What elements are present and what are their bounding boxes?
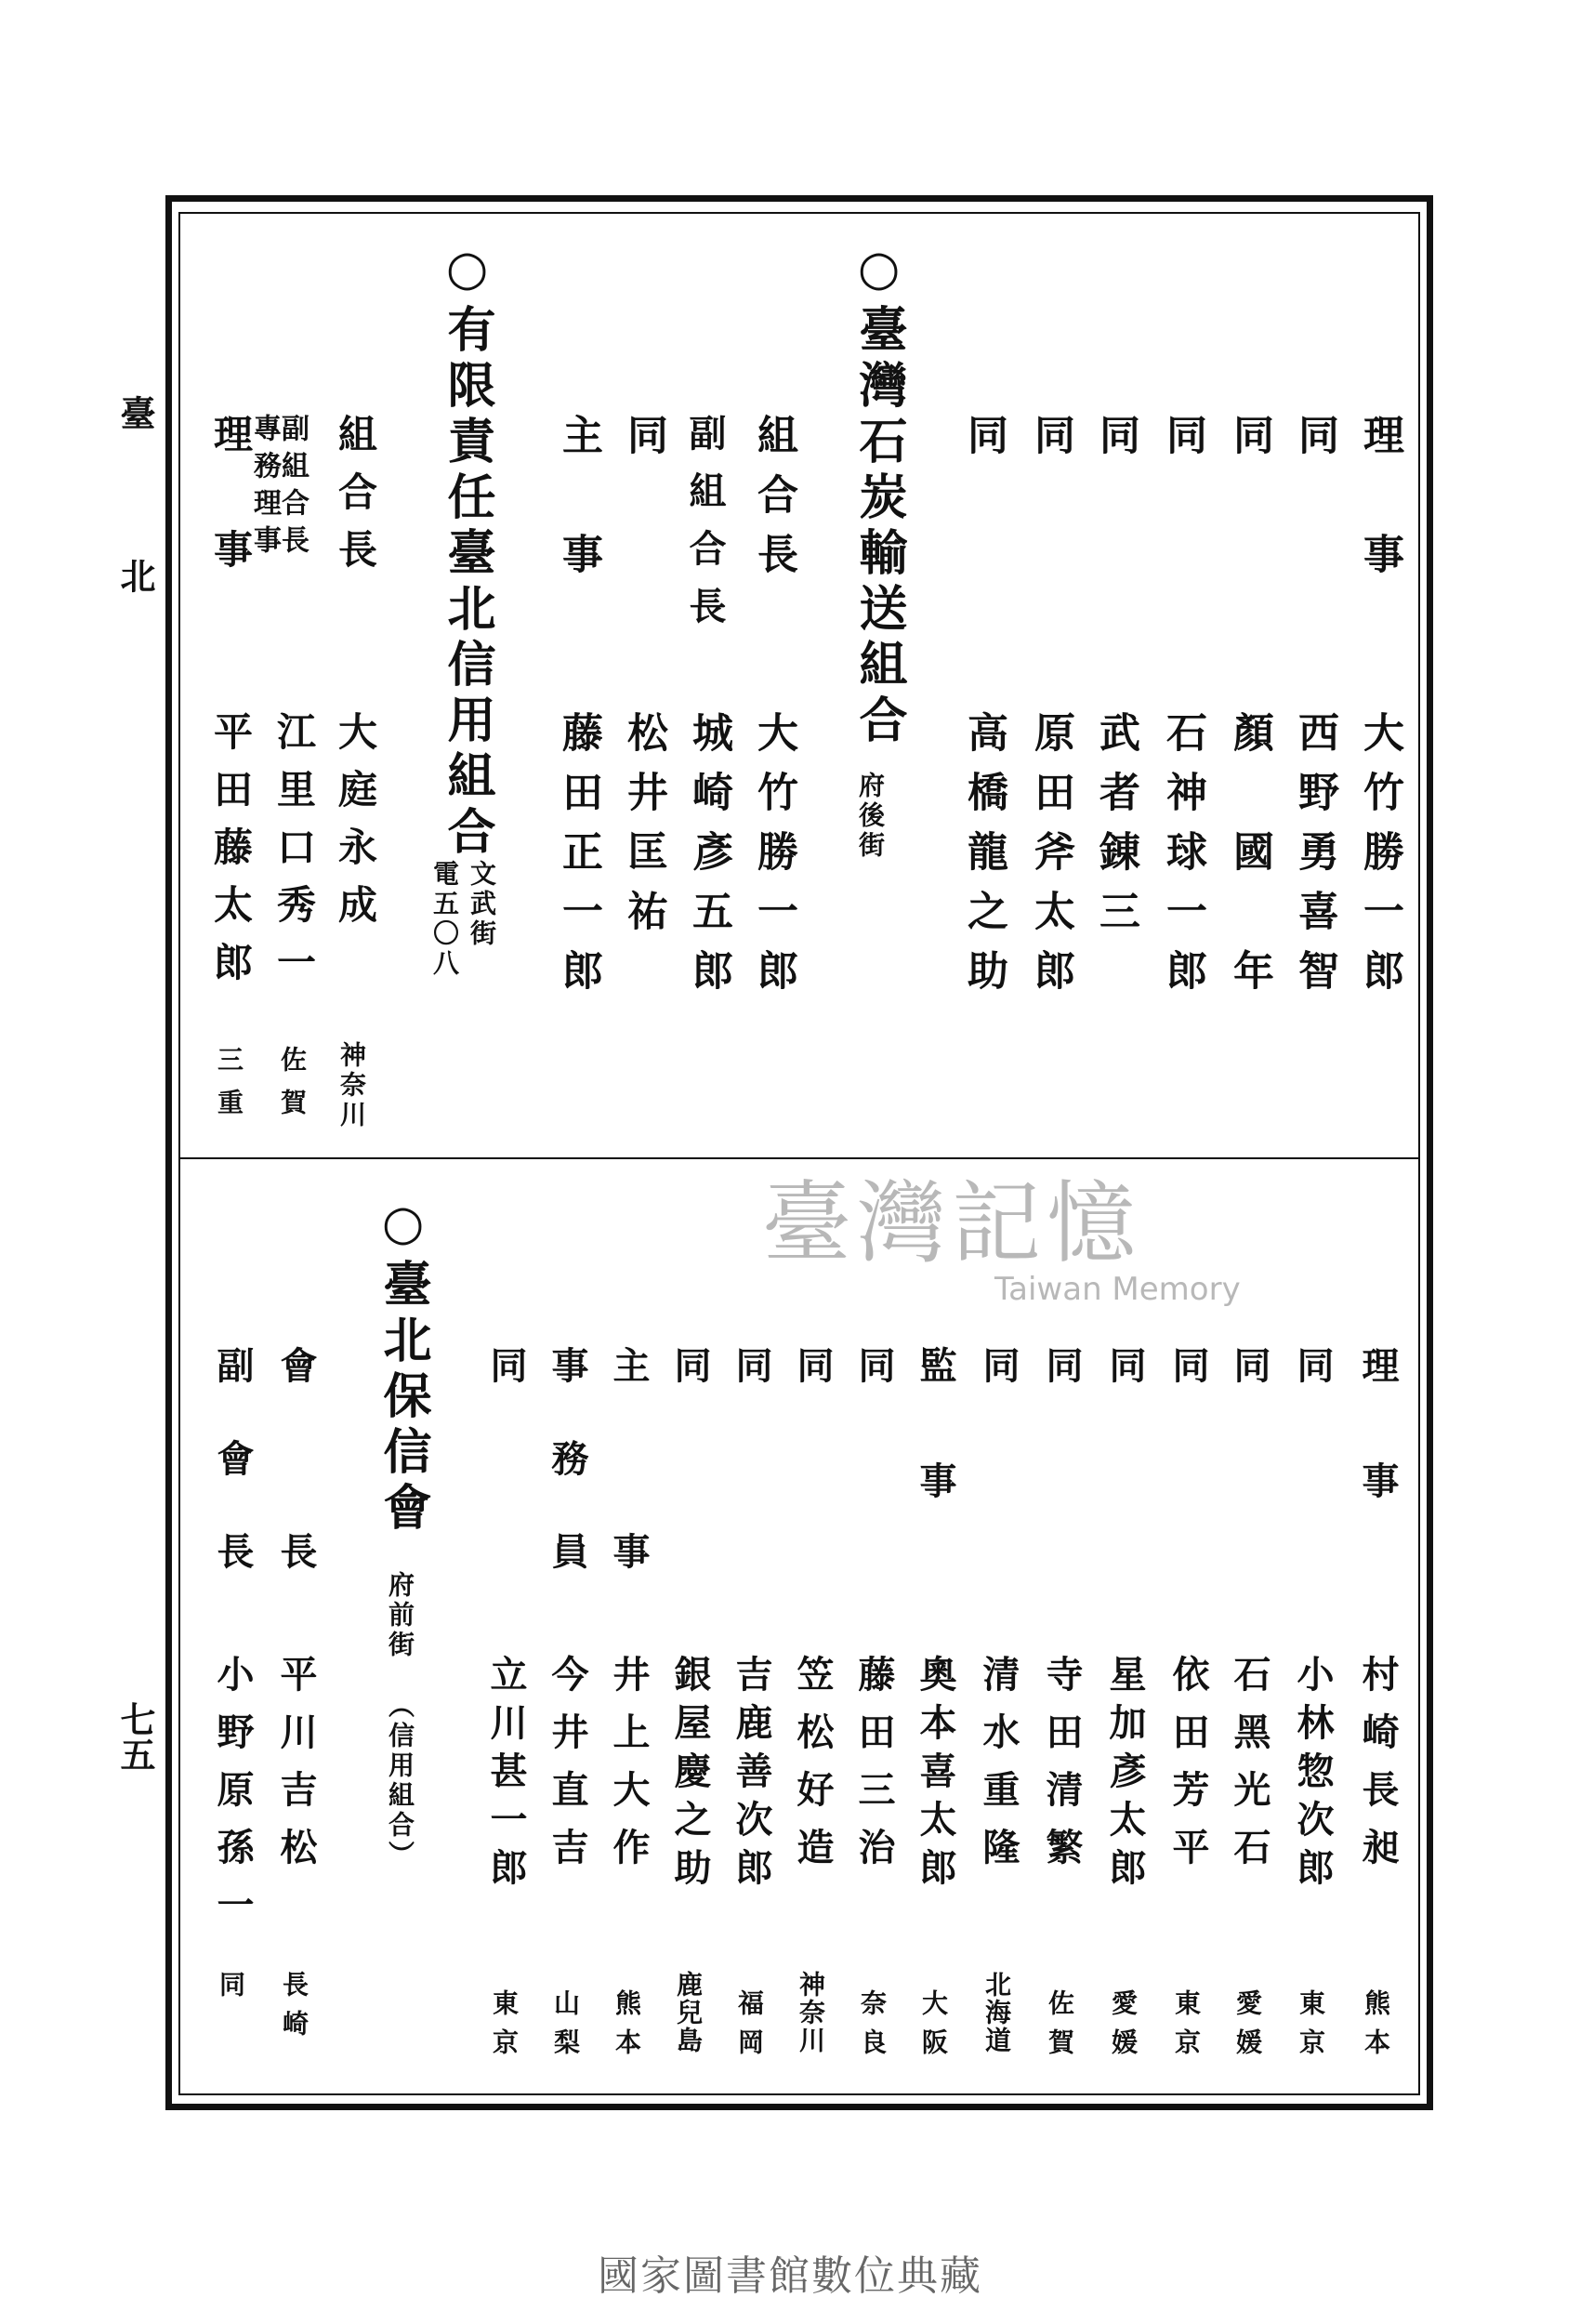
- member-origin: 北海道: [981, 1971, 1012, 2054]
- coal-union-address: 府後街: [855, 772, 886, 861]
- member-role: 組合長: [750, 414, 797, 592]
- member-role: 理 事: [208, 414, 254, 587]
- member-origin: 熊本: [612, 1989, 642, 2067]
- member-name: 平川吉松: [274, 1655, 318, 1885]
- member-origin: 東京: [1296, 1989, 1326, 2067]
- member-role: 同: [1092, 414, 1139, 473]
- member-origin: 長崎: [279, 1971, 309, 2049]
- member-name: 西野勇喜智: [1291, 711, 1338, 1009]
- credit-union-address: 文武街: [467, 860, 497, 949]
- member-name: 石黑光石: [1228, 1655, 1271, 1885]
- member-name: 大庭永成: [333, 711, 378, 942]
- member-role: 同: [668, 1346, 712, 1404]
- member-name: 立川甚一郎: [484, 1655, 528, 1896]
- member-role: 監 事: [914, 1346, 957, 1519]
- member-role: 同: [1226, 414, 1273, 473]
- member-role: 副會長: [211, 1346, 255, 1625]
- side-place-2: 北: [114, 558, 156, 593]
- member-origin: 鹿兒島: [673, 1971, 704, 2054]
- member-origin: 奈良: [857, 1989, 888, 2067]
- member-origin: 東京: [489, 1989, 520, 2067]
- member-name: 石神球一郎: [1159, 711, 1206, 1009]
- page-number: 七五: [114, 1701, 156, 1772]
- member-name: 藤田三治: [852, 1655, 896, 1885]
- member-role: 同: [1228, 1346, 1271, 1404]
- credit-union-phone: 電五〇八: [429, 860, 460, 979]
- member-role: 同: [1291, 1346, 1335, 1404]
- member-name: 藤田正一郎: [555, 711, 602, 1009]
- member-origin: 東京: [1171, 1989, 1202, 2067]
- member-name: 平田藤太郎: [208, 711, 254, 999]
- member-origin: 山梨: [550, 1989, 581, 2067]
- member-name: 松井匡祐: [620, 711, 667, 949]
- coal-union-title: ○臺灣石炭輸送組合: [850, 240, 907, 750]
- member-name: 寺田清繁: [1040, 1655, 1084, 1885]
- member-role: 同: [977, 1346, 1020, 1404]
- member-origin: 同: [216, 1971, 246, 2000]
- member-name: 依田芳平: [1166, 1655, 1210, 1885]
- member-origin: 福岡: [734, 1989, 765, 2067]
- member-origin: 佐賀: [277, 1046, 308, 1131]
- member-role: 同: [1103, 1346, 1147, 1404]
- member-role: 同: [852, 1346, 896, 1404]
- watermark: [762, 1153, 1241, 1308]
- member-role: 同: [1291, 414, 1338, 473]
- member-role: 同: [1159, 414, 1206, 473]
- member-name: 星加彥太郎: [1103, 1655, 1147, 1896]
- member-role: 事務員: [546, 1346, 589, 1625]
- member-role: 副組合長: [276, 414, 309, 562]
- member-name: 江里口秀一: [271, 711, 317, 999]
- member-role: 專務理事: [248, 414, 281, 562]
- member-origin: 愛媛: [1232, 1989, 1263, 2067]
- member-origin: 神奈川: [336, 1041, 367, 1130]
- member-origin: 熊本: [1361, 1989, 1391, 2067]
- member-role: 主 事: [607, 1346, 651, 1625]
- member-name: 村崎長昶: [1356, 1655, 1400, 1885]
- member-role: 同: [791, 1346, 835, 1404]
- member-role: 副組合長: [683, 414, 727, 644]
- guarantee-address: 府前街: [385, 1571, 415, 1660]
- member-name: 顏 國 年: [1226, 711, 1273, 1009]
- member-origin: 三重: [214, 1046, 244, 1131]
- member-role: 同: [620, 414, 667, 473]
- member-name: 清水重隆: [977, 1655, 1020, 1885]
- member-name: 井上大作: [607, 1655, 651, 1885]
- member-role: 理 事: [1356, 414, 1403, 592]
- member-role: 主 事: [555, 414, 602, 592]
- member-origin: 愛媛: [1108, 1989, 1139, 2067]
- member-name: 小林惣次郎: [1291, 1655, 1335, 1896]
- member-role: 同: [1040, 1346, 1084, 1404]
- member-origin: 神奈川: [796, 1971, 826, 2054]
- member-name: 吉鹿善次郎: [730, 1655, 773, 1896]
- member-name: 銀屋慶之助: [668, 1655, 712, 1896]
- member-role: 會 長: [274, 1346, 318, 1625]
- member-name: 今井直吉: [546, 1655, 589, 1885]
- member-role: 同: [1166, 1346, 1210, 1404]
- member-origin: 大阪: [918, 1989, 949, 2067]
- guarantee-title: ○臺北保信會: [375, 1195, 431, 1538]
- credit-union-title: ○有限責任臺北信用組合: [439, 240, 495, 862]
- member-name: 高橋龍之助: [960, 711, 1007, 1009]
- member-name: 城崎彥五郎: [685, 711, 732, 1009]
- member-name: 笠松好造: [791, 1655, 835, 1885]
- member-name: 大竹勝一郎: [750, 711, 797, 1009]
- watermark-en: Taiwan Memory: [994, 1271, 1241, 1308]
- watermark-zh: 臺灣記憶: [762, 1171, 1141, 1275]
- library-footer: 國家圖書館數位典藏: [598, 2252, 982, 2300]
- member-name: 武者錬三: [1092, 711, 1139, 949]
- member-role: 組合長: [333, 414, 378, 587]
- member-name: 奧本喜太郎: [914, 1655, 957, 1896]
- member-role: 理 事: [1356, 1346, 1400, 1519]
- member-role: 同: [960, 414, 1007, 473]
- member-role: 同: [484, 1346, 528, 1404]
- member-name: 大竹勝一郎: [1356, 711, 1403, 1009]
- member-role: 同: [730, 1346, 773, 1404]
- member-name: 原田斧太郎: [1027, 711, 1074, 1009]
- member-role: 同: [1027, 414, 1074, 473]
- member-origin: 佐賀: [1045, 1989, 1075, 2067]
- guarantee-note: （信用組合）: [385, 1692, 415, 1870]
- side-place-1: 臺: [114, 395, 156, 430]
- member-name: 小野原孫一: [211, 1655, 255, 1943]
